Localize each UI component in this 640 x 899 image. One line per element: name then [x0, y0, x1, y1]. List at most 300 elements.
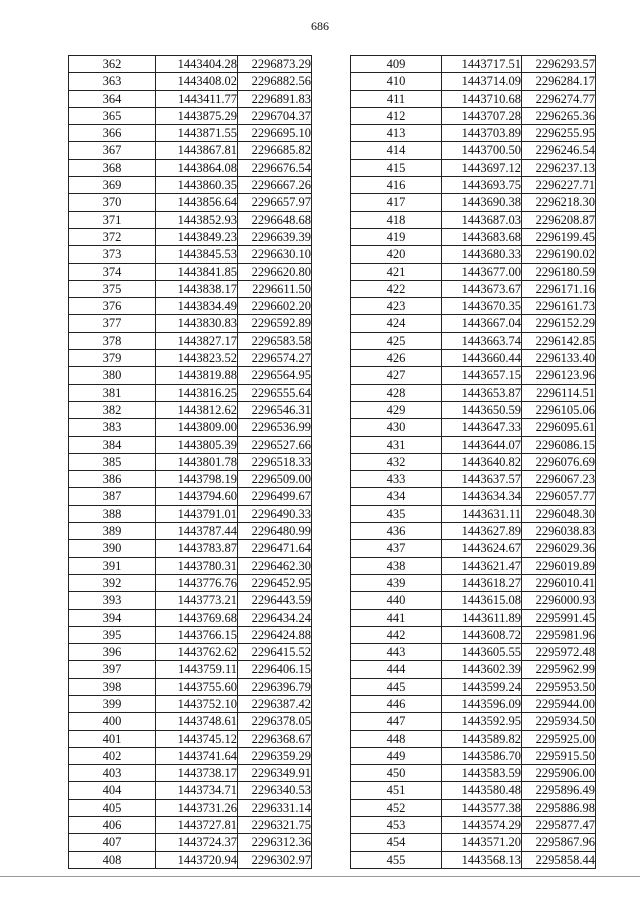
point-id-cell: 401	[69, 730, 156, 747]
x-coordinate-cell: 1443647.33	[442, 419, 522, 436]
x-coordinate-cell: 1443860.35	[156, 177, 238, 194]
x-coordinate-cell: 1443769.68	[156, 609, 238, 626]
point-id-cell: 379	[69, 350, 156, 367]
table-row	[351, 56, 596, 73]
table-row	[351, 263, 596, 280]
y-coordinate-cell: 2296208.87	[522, 211, 596, 228]
point-id-cell: 399	[69, 695, 156, 712]
point-id-cell: 389	[69, 523, 156, 540]
y-coordinate-cell: 2296076.69	[522, 453, 596, 470]
table-row	[69, 661, 312, 678]
y-coordinate-cell: 2296536.99	[238, 419, 312, 436]
x-coordinate-cell: 1443783.87	[156, 540, 238, 557]
table-row	[69, 540, 312, 557]
x-coordinate-cell: 1443830.83	[156, 315, 238, 332]
y-coordinate-cell: 2295972.48	[522, 644, 596, 661]
table-row	[351, 782, 596, 799]
coordinates-table-right-body	[351, 56, 596, 869]
x-coordinate-cell: 1443849.23	[156, 228, 238, 245]
point-id-cell: 435	[351, 505, 442, 522]
x-coordinate-cell: 1443592.95	[442, 713, 522, 730]
y-coordinate-cell: 2296452.95	[238, 574, 312, 591]
table-row	[69, 125, 312, 142]
y-coordinate-cell: 2295953.50	[522, 678, 596, 695]
y-coordinate-cell: 2296685.82	[238, 142, 312, 159]
point-id-cell: 448	[351, 730, 442, 747]
table-row	[69, 557, 312, 574]
x-coordinate-cell: 1443867.81	[156, 142, 238, 159]
table-row	[351, 765, 596, 782]
point-id-cell: 372	[69, 228, 156, 245]
y-coordinate-cell: 2296471.64	[238, 540, 312, 557]
table-row	[69, 228, 312, 245]
x-coordinate-cell: 1443611.89	[442, 609, 522, 626]
table-row	[351, 834, 596, 851]
x-coordinate-cell: 1443411.77	[156, 90, 238, 107]
table-row	[69, 263, 312, 280]
y-coordinate-cell: 2296891.83	[238, 90, 312, 107]
x-coordinate-cell: 1443650.59	[442, 401, 522, 418]
point-id-cell: 425	[351, 332, 442, 349]
point-id-cell: 371	[69, 211, 156, 228]
y-coordinate-cell: 2296142.85	[522, 332, 596, 349]
x-coordinate-cell: 1443724.37	[156, 834, 238, 851]
point-id-cell: 378	[69, 332, 156, 349]
table-row	[69, 56, 312, 73]
x-coordinate-cell: 1443805.39	[156, 436, 238, 453]
point-id-cell: 407	[69, 834, 156, 851]
table-row	[69, 834, 312, 851]
table-row	[351, 419, 596, 436]
y-coordinate-cell: 2296152.29	[522, 315, 596, 332]
table-row	[69, 799, 312, 816]
x-coordinate-cell: 1443690.38	[442, 194, 522, 211]
table-row	[351, 298, 596, 315]
y-coordinate-cell: 2296114.51	[522, 384, 596, 401]
x-coordinate-cell: 1443677.00	[442, 263, 522, 280]
y-coordinate-cell: 2296180.59	[522, 263, 596, 280]
y-coordinate-cell: 2296246.54	[522, 142, 596, 159]
point-id-cell: 454	[351, 834, 442, 851]
x-coordinate-cell: 1443637.57	[442, 471, 522, 488]
table-row	[351, 246, 596, 263]
table-row	[69, 695, 312, 712]
table-row	[351, 194, 596, 211]
table-row	[69, 471, 312, 488]
coordinates-table-left	[68, 55, 312, 869]
x-coordinate-cell: 1443703.89	[442, 125, 522, 142]
table-row	[69, 159, 312, 176]
point-id-cell: 419	[351, 228, 442, 245]
y-coordinate-cell: 2296010.41	[522, 574, 596, 591]
point-id-cell: 445	[351, 678, 442, 695]
y-coordinate-cell: 2295944.00	[522, 695, 596, 712]
table-row	[69, 211, 312, 228]
point-id-cell: 405	[69, 799, 156, 816]
table-row	[69, 523, 312, 540]
table-row	[69, 332, 312, 349]
table-row	[69, 401, 312, 418]
x-coordinate-cell: 1443599.24	[442, 678, 522, 695]
y-coordinate-cell: 2296057.77	[522, 488, 596, 505]
x-coordinate-cell: 1443816.25	[156, 384, 238, 401]
y-coordinate-cell: 2296029.36	[522, 540, 596, 557]
y-coordinate-cell: 2296274.77	[522, 90, 596, 107]
x-coordinate-cell: 1443731.26	[156, 799, 238, 816]
x-coordinate-cell: 1443568.13	[442, 851, 522, 868]
point-id-cell: 453	[351, 817, 442, 834]
point-id-cell: 446	[351, 695, 442, 712]
table-row	[351, 644, 596, 661]
x-coordinate-cell: 1443660.44	[442, 350, 522, 367]
x-coordinate-cell: 1443762.62	[156, 644, 238, 661]
x-coordinate-cell: 1443745.12	[156, 730, 238, 747]
x-coordinate-cell: 1443809.00	[156, 419, 238, 436]
table-row	[351, 453, 596, 470]
point-id-cell: 370	[69, 194, 156, 211]
point-id-cell: 362	[69, 56, 156, 73]
point-id-cell: 375	[69, 280, 156, 297]
point-id-cell: 398	[69, 678, 156, 695]
table-row	[351, 574, 596, 591]
point-id-cell: 363	[69, 73, 156, 90]
table-row	[351, 661, 596, 678]
y-coordinate-cell: 2296443.59	[238, 592, 312, 609]
y-coordinate-cell: 2295877.47	[522, 817, 596, 834]
y-coordinate-cell: 2296171.16	[522, 280, 596, 297]
table-row	[351, 471, 596, 488]
table-row	[351, 817, 596, 834]
y-coordinate-cell: 2296312.36	[238, 834, 312, 851]
y-coordinate-cell: 2296434.24	[238, 609, 312, 626]
table-row	[69, 626, 312, 643]
table-row	[351, 730, 596, 747]
point-id-cell: 394	[69, 609, 156, 626]
x-coordinate-cell: 1443583.59	[442, 765, 522, 782]
y-coordinate-cell: 2296349.91	[238, 765, 312, 782]
x-coordinate-cell: 1443683.68	[442, 228, 522, 245]
x-coordinate-cell: 1443697.12	[442, 159, 522, 176]
y-coordinate-cell: 2296499.67	[238, 488, 312, 505]
table-row	[69, 782, 312, 799]
point-id-cell: 428	[351, 384, 442, 401]
point-id-cell: 391	[69, 557, 156, 574]
point-id-cell: 386	[69, 471, 156, 488]
table-row	[69, 419, 312, 436]
point-id-cell: 393	[69, 592, 156, 609]
point-id-cell: 429	[351, 401, 442, 418]
point-id-cell: 426	[351, 350, 442, 367]
x-coordinate-cell: 1443738.17	[156, 765, 238, 782]
point-id-cell: 444	[351, 661, 442, 678]
point-id-cell: 396	[69, 644, 156, 661]
point-id-cell: 366	[69, 125, 156, 142]
y-coordinate-cell: 2296611.50	[238, 280, 312, 297]
point-id-cell: 412	[351, 107, 442, 124]
x-coordinate-cell: 1443608.72	[442, 626, 522, 643]
point-id-cell: 381	[69, 384, 156, 401]
y-coordinate-cell: 2296676.54	[238, 159, 312, 176]
x-coordinate-cell: 1443673.67	[442, 280, 522, 297]
y-coordinate-cell: 2295867.96	[522, 834, 596, 851]
table-row	[351, 695, 596, 712]
y-coordinate-cell: 2296667.26	[238, 177, 312, 194]
x-coordinate-cell: 1443621.47	[442, 557, 522, 574]
table-row	[351, 626, 596, 643]
point-id-cell: 365	[69, 107, 156, 124]
y-coordinate-cell: 2296396.79	[238, 678, 312, 695]
point-id-cell: 416	[351, 177, 442, 194]
y-coordinate-cell: 2296406.15	[238, 661, 312, 678]
table-row	[69, 436, 312, 453]
x-coordinate-cell: 1443812.62	[156, 401, 238, 418]
y-coordinate-cell: 2296546.31	[238, 401, 312, 418]
y-coordinate-cell: 2296509.00	[238, 471, 312, 488]
y-coordinate-cell: 2296161.73	[522, 298, 596, 315]
y-coordinate-cell: 2296873.29	[238, 56, 312, 73]
y-coordinate-cell: 2296284.17	[522, 73, 596, 90]
table-row	[351, 799, 596, 816]
x-coordinate-cell: 1443596.09	[442, 695, 522, 712]
y-coordinate-cell: 2296602.20	[238, 298, 312, 315]
point-id-cell: 384	[69, 436, 156, 453]
table-row	[69, 730, 312, 747]
x-coordinate-cell: 1443687.03	[442, 211, 522, 228]
table-row	[351, 211, 596, 228]
y-coordinate-cell: 2296038.83	[522, 523, 596, 540]
y-coordinate-cell: 2296583.58	[238, 332, 312, 349]
x-coordinate-cell: 1443605.55	[442, 644, 522, 661]
point-id-cell: 406	[69, 817, 156, 834]
x-coordinate-cell: 1443845.53	[156, 246, 238, 263]
point-id-cell: 424	[351, 315, 442, 332]
x-coordinate-cell: 1443693.75	[442, 177, 522, 194]
y-coordinate-cell: 2296123.96	[522, 367, 596, 384]
x-coordinate-cell: 1443707.28	[442, 107, 522, 124]
point-id-cell: 373	[69, 246, 156, 263]
y-coordinate-cell: 2295906.00	[522, 765, 596, 782]
table-row	[69, 280, 312, 297]
y-coordinate-cell: 2296237.13	[522, 159, 596, 176]
y-coordinate-cell: 2295991.45	[522, 609, 596, 626]
x-coordinate-cell: 1443618.27	[442, 574, 522, 591]
point-id-cell: 376	[69, 298, 156, 315]
table-row	[69, 609, 312, 626]
coordinates-table-left-body	[69, 56, 312, 869]
y-coordinate-cell: 2296067.23	[522, 471, 596, 488]
x-coordinate-cell: 1443408.02	[156, 73, 238, 90]
point-id-cell: 431	[351, 436, 442, 453]
table-row	[351, 90, 596, 107]
point-id-cell: 415	[351, 159, 442, 176]
y-coordinate-cell: 2296227.71	[522, 177, 596, 194]
x-coordinate-cell: 1443841.85	[156, 263, 238, 280]
y-coordinate-cell: 2296293.57	[522, 56, 596, 73]
table-row	[69, 315, 312, 332]
table-row	[351, 540, 596, 557]
x-coordinate-cell: 1443631.11	[442, 505, 522, 522]
point-id-cell: 430	[351, 419, 442, 436]
point-id-cell: 441	[351, 609, 442, 626]
table-row	[69, 817, 312, 834]
coordinates-table-right	[350, 55, 596, 869]
y-coordinate-cell: 2295896.49	[522, 782, 596, 799]
point-id-cell: 408	[69, 851, 156, 868]
x-coordinate-cell: 1443794.60	[156, 488, 238, 505]
y-coordinate-cell: 2296000.93	[522, 592, 596, 609]
x-coordinate-cell: 1443404.28	[156, 56, 238, 73]
table-row	[351, 713, 596, 730]
x-coordinate-cell: 1443663.74	[442, 332, 522, 349]
point-id-cell: 432	[351, 453, 442, 470]
y-coordinate-cell: 2296133.40	[522, 350, 596, 367]
table-row	[351, 401, 596, 418]
table-row	[69, 505, 312, 522]
point-id-cell: 414	[351, 142, 442, 159]
point-id-cell: 422	[351, 280, 442, 297]
table-row	[69, 142, 312, 159]
table-row	[351, 280, 596, 297]
y-coordinate-cell: 2296265.36	[522, 107, 596, 124]
point-id-cell: 449	[351, 747, 442, 764]
x-coordinate-cell: 1443852.93	[156, 211, 238, 228]
table-row	[351, 436, 596, 453]
y-coordinate-cell: 2295858.44	[522, 851, 596, 868]
point-id-cell: 395	[69, 626, 156, 643]
point-id-cell: 387	[69, 488, 156, 505]
table-row	[69, 367, 312, 384]
table-row	[69, 592, 312, 609]
x-coordinate-cell: 1443577.38	[442, 799, 522, 816]
y-coordinate-cell: 2296518.33	[238, 453, 312, 470]
x-coordinate-cell: 1443875.29	[156, 107, 238, 124]
y-coordinate-cell: 2295962.99	[522, 661, 596, 678]
table-row	[69, 177, 312, 194]
x-coordinate-cell: 1443823.52	[156, 350, 238, 367]
y-coordinate-cell: 2296574.27	[238, 350, 312, 367]
y-coordinate-cell: 2296105.06	[522, 401, 596, 418]
point-id-cell: 392	[69, 574, 156, 591]
y-coordinate-cell: 2296657.97	[238, 194, 312, 211]
point-id-cell: 451	[351, 782, 442, 799]
y-coordinate-cell: 2295925.00	[522, 730, 596, 747]
y-coordinate-cell: 2296321.75	[238, 817, 312, 834]
y-coordinate-cell: 2296048.30	[522, 505, 596, 522]
table-row	[351, 142, 596, 159]
table-row	[351, 488, 596, 505]
y-coordinate-cell: 2295886.98	[522, 799, 596, 816]
table-row	[351, 384, 596, 401]
x-coordinate-cell: 1443640.82	[442, 453, 522, 470]
point-id-cell: 402	[69, 747, 156, 764]
y-coordinate-cell: 2296480.99	[238, 523, 312, 540]
x-coordinate-cell: 1443741.64	[156, 747, 238, 764]
y-coordinate-cell: 2296462.30	[238, 557, 312, 574]
table-row	[351, 315, 596, 332]
table-row	[69, 246, 312, 263]
y-coordinate-cell: 2296019.89	[522, 557, 596, 574]
page-bottom-rule	[0, 876, 640, 877]
table-row	[69, 107, 312, 124]
page-number: 686	[311, 19, 329, 33]
table-row	[69, 644, 312, 661]
y-coordinate-cell: 2296095.61	[522, 419, 596, 436]
y-coordinate-cell: 2296086.15	[522, 436, 596, 453]
x-coordinate-cell: 1443615.08	[442, 592, 522, 609]
y-coordinate-cell: 2296527.66	[238, 436, 312, 453]
x-coordinate-cell: 1443864.08	[156, 159, 238, 176]
point-id-cell: 400	[69, 713, 156, 730]
x-coordinate-cell: 1443773.21	[156, 592, 238, 609]
point-id-cell: 417	[351, 194, 442, 211]
y-coordinate-cell: 2296368.67	[238, 730, 312, 747]
point-id-cell: 413	[351, 125, 442, 142]
table-row	[351, 125, 596, 142]
point-id-cell: 427	[351, 367, 442, 384]
y-coordinate-cell: 2296490.33	[238, 505, 312, 522]
table-row	[351, 592, 596, 609]
point-id-cell: 404	[69, 782, 156, 799]
x-coordinate-cell: 1443871.55	[156, 125, 238, 142]
point-id-cell: 436	[351, 523, 442, 540]
x-coordinate-cell: 1443700.50	[442, 142, 522, 159]
point-id-cell: 368	[69, 159, 156, 176]
x-coordinate-cell: 1443819.88	[156, 367, 238, 384]
table-row	[351, 73, 596, 90]
point-id-cell: 403	[69, 765, 156, 782]
x-coordinate-cell: 1443759.11	[156, 661, 238, 678]
point-id-cell: 420	[351, 246, 442, 263]
table-row	[69, 765, 312, 782]
x-coordinate-cell: 1443589.82	[442, 730, 522, 747]
x-coordinate-cell: 1443657.15	[442, 367, 522, 384]
point-id-cell: 437	[351, 540, 442, 557]
table-row	[69, 713, 312, 730]
x-coordinate-cell: 1443776.76	[156, 574, 238, 591]
y-coordinate-cell: 2296190.02	[522, 246, 596, 263]
point-id-cell: 442	[351, 626, 442, 643]
y-coordinate-cell: 2296199.45	[522, 228, 596, 245]
y-coordinate-cell: 2296302.97	[238, 851, 312, 868]
table-row	[351, 505, 596, 522]
y-coordinate-cell: 2295981.96	[522, 626, 596, 643]
x-coordinate-cell: 1443748.61	[156, 713, 238, 730]
y-coordinate-cell: 2296359.29	[238, 747, 312, 764]
point-id-cell: 409	[351, 56, 442, 73]
x-coordinate-cell: 1443717.51	[442, 56, 522, 73]
point-id-cell: 447	[351, 713, 442, 730]
point-id-cell: 452	[351, 799, 442, 816]
table-row	[351, 678, 596, 695]
point-id-cell: 380	[69, 367, 156, 384]
point-id-cell: 440	[351, 592, 442, 609]
y-coordinate-cell: 2295915.50	[522, 747, 596, 764]
point-id-cell: 433	[351, 471, 442, 488]
x-coordinate-cell: 1443586.70	[442, 747, 522, 764]
x-coordinate-cell: 1443734.71	[156, 782, 238, 799]
x-coordinate-cell: 1443798.19	[156, 471, 238, 488]
x-coordinate-cell: 1443624.67	[442, 540, 522, 557]
table-row	[69, 851, 312, 868]
table-row	[69, 678, 312, 695]
table-row	[351, 159, 596, 176]
y-coordinate-cell: 2296218.30	[522, 194, 596, 211]
x-coordinate-cell: 1443766.15	[156, 626, 238, 643]
x-coordinate-cell: 1443574.29	[442, 817, 522, 834]
y-coordinate-cell: 2296592.89	[238, 315, 312, 332]
y-coordinate-cell: 2296378.05	[238, 713, 312, 730]
x-coordinate-cell: 1443720.94	[156, 851, 238, 868]
